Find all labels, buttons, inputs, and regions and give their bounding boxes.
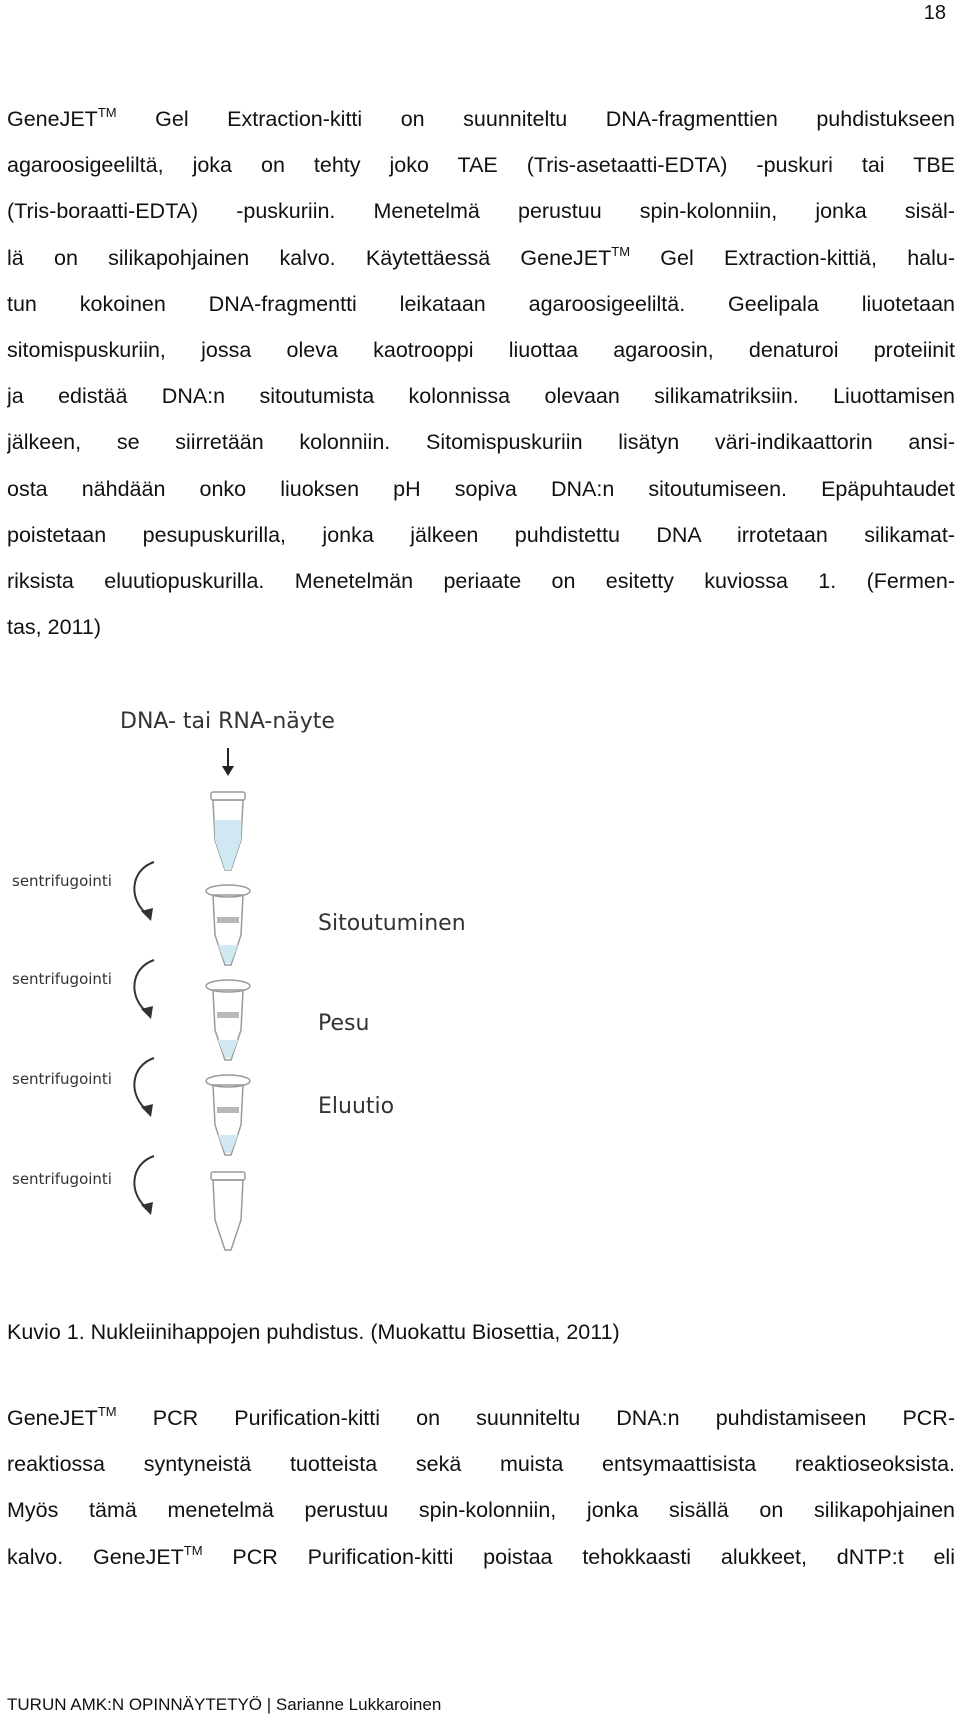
text-line: agaroosigeeliltä, joka on tehty joko TAE (Tris-asetaatti-EDTA) -puskuri tai TBE: [7, 153, 955, 178]
text-line: kalvo. GeneJET™ PCR Purification-kitti poistaa tehokkaasti alukkeet, dNTP:t eli: [7, 1542, 955, 1569]
text-line: poistetaan pesupuskurilla, jonka jälkeen puhdistettu DNA irrotetaan silikamat-: [7, 522, 955, 547]
text-line: ja edistää DNA:n sitoutumista kolonnissa olevaan silikamatriksiin. Liuottamisen: [7, 384, 955, 409]
text-line: osta nähdään onko liuoksen pH sopiva DNA:n sitoutumiseen. Epäpuhtaudet: [7, 476, 955, 501]
down-arrow-icon: [222, 748, 234, 776]
curved-arrow-icon: [134, 862, 154, 915]
paragraph-pcr-purification: [7, 1395, 955, 1580]
text-line: reaktiossa syntyneistä tuotteista sekä muista entsymaattisista reaktioseoksista.: [7, 1452, 955, 1477]
text-line: jälkeen, se siirretään kolonniin. Sitomispuskuriin lisätyn väri-indikaattorin ansi-: [7, 430, 955, 455]
text-line: tas, 2011): [7, 615, 102, 640]
step-binding-label: Sitoutuminen: [318, 911, 466, 936]
figure-title: DNA- tai RNA-näyte: [120, 709, 335, 734]
tube-final: [211, 1172, 245, 1250]
page-footer: TURUN AMK:N OPINNÄYTETYÖ | Sarianne Lukkaroinen: [7, 1695, 442, 1714]
page-number: 18: [923, 2, 946, 24]
tube-wash: [206, 980, 250, 1060]
text-line: tun kokoinen DNA-fragmentti leikataan agaroosigeeliltä. Geelipala liuotetaan: [7, 291, 955, 316]
step-elution-label: Eluutio: [318, 1094, 395, 1119]
tube-sample: [211, 792, 245, 870]
tube-elution: [206, 1075, 250, 1155]
text-line: GeneJET™ Gel Extraction-kitti on suunniteltu DNA-fragmenttien puhdistukseen: [7, 105, 955, 131]
curved-arrow-icon: [134, 960, 154, 1013]
paragraph-gel-extraction: [7, 96, 955, 650]
text-line: sitomispuskuriin, jossa oleva kaotrooppi liuottaa agaroosin, denaturoi proteiinit: [7, 337, 955, 362]
text-line: Myös tämä menetelmä perustuu spin-kolonniin, jonka sisällä on silikapohjainen: [7, 1498, 955, 1523]
centrifuge-label: sentrifugointi: [12, 872, 112, 890]
text-line: GeneJET™ PCR Purification-kitti on suunniteltu DNA:n puhdistamiseen PCR-: [7, 1404, 955, 1430]
centrifuge-label: sentrifugointi: [12, 970, 112, 988]
text-line: riksista eluutiopuskurilla. Menetelmän periaate on esitetty kuviossa 1. (Fermen-: [7, 568, 955, 593]
centrifuge-label: sentrifugointi: [12, 1070, 112, 1088]
centrifuge-label: sentrifugointi: [12, 1170, 112, 1188]
curved-arrow-icon: [134, 1058, 154, 1111]
figure-caption: Kuvio 1. Nukleiinihappojen puhdistus. (Muokattu Biosettia, 2011): [7, 1320, 620, 1344]
curved-arrow-icon: [134, 1156, 154, 1209]
purification-figure: [0, 690, 500, 1280]
tube-binding: [206, 885, 250, 965]
text-line: lä on silikapohjainen kalvo. Käytettäessä GeneJET™ Gel Extraction-kittiä, halu-: [7, 243, 955, 270]
step-wash-label: Pesu: [318, 1011, 370, 1036]
text-line: (Tris-boraatti-EDTA) -puskuriin. Menetelmä perustuu spin-kolonniin, jonka sisäl-: [7, 199, 955, 224]
